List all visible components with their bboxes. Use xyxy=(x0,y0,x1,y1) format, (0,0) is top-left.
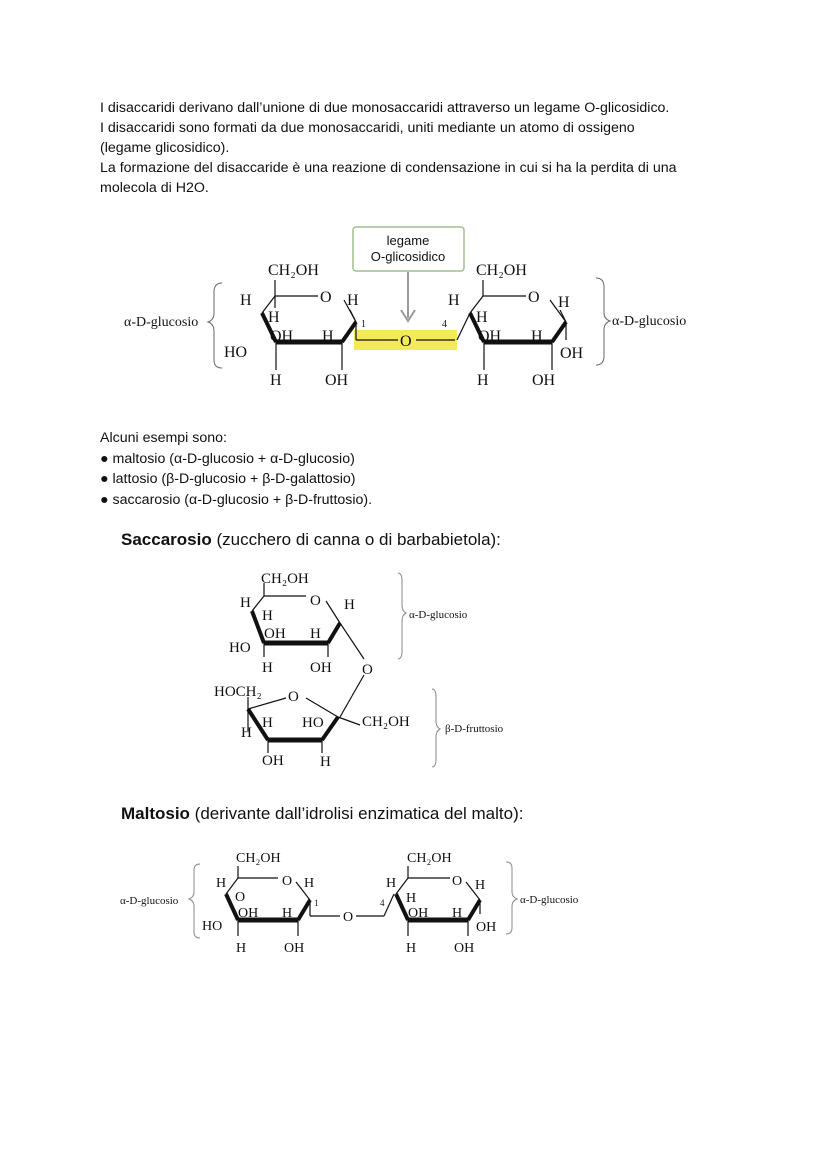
maltosio-heading xyxy=(121,804,523,824)
left-h-c1: H xyxy=(347,292,359,309)
malt-right-h-c2: H xyxy=(452,906,463,921)
left-oh-bottom: OH xyxy=(325,372,349,389)
right-ring-o: O xyxy=(528,289,540,306)
malt-right-h-bottom: H xyxy=(406,941,417,956)
maltosio-subtitle: (derivante dall’idrolisi enzimatica del malto): xyxy=(189,804,524,823)
callout-line-1: legame xyxy=(386,233,430,248)
bridge-o: O xyxy=(400,333,412,350)
malt-left-ch2oh: CH₂OH xyxy=(236,851,281,866)
list-item: ● maltosio (α-D-glucosio + α-D-glucosio) xyxy=(100,450,355,467)
figure-maltosio xyxy=(0,840,828,970)
figure-glycosidic-bond xyxy=(0,0,828,400)
right-oh-inner: OH xyxy=(478,328,502,345)
malt-right-ring-o: O xyxy=(452,874,463,889)
sacc-oh-inner: OH xyxy=(264,626,286,642)
left-oh-inner: OH xyxy=(270,328,294,345)
right-ring xyxy=(457,280,566,370)
sacc-h-bottom: H xyxy=(262,660,273,676)
malt-left-label: α-D-glucosio xyxy=(120,895,179,907)
malt-left-h-c2: H xyxy=(282,906,293,921)
malt-right-h-c1: H xyxy=(475,878,486,893)
right-oh-c1: OH xyxy=(560,345,584,362)
right-brace xyxy=(596,278,610,365)
malt-left-ring-o: O xyxy=(282,874,293,889)
malt-right-h-inner: H xyxy=(406,891,417,906)
example-lattosio: lattosio (β-D-glucosio + β-D-galattosio) xyxy=(112,471,356,487)
sacc-fructose-label: β-D-fruttosio xyxy=(445,723,504,735)
sacc-glucose-label: α-D-glucosio xyxy=(409,609,468,621)
malt-left-h-c4: H xyxy=(216,876,227,891)
malt-c4-number: 4 xyxy=(380,898,385,908)
left-ho: HO xyxy=(224,344,248,361)
sacc-h-c2: H xyxy=(310,626,321,642)
sacc-fruct-ch2oh: CH₂OH xyxy=(362,714,410,730)
malt-right-ch2oh: CH₂OH xyxy=(407,851,452,866)
malt-right-label: α-D-glucosio xyxy=(520,894,579,906)
sacc-fruct-h-inner: H xyxy=(262,715,273,731)
sacc-fruct-h-bottom: H xyxy=(320,754,331,770)
intro-line-4: La formazione del disaccaride è una reazione di condensazione in cui si ha la perdita di una xyxy=(100,160,677,176)
right-glucose-label: α-D-glucosio xyxy=(612,314,687,329)
left-c1-number: 1 xyxy=(361,319,366,330)
sacc-ring-o: O xyxy=(310,593,321,609)
right-ch2oh: CH₂OH xyxy=(476,262,527,279)
malt-right-oh-inner: OH xyxy=(408,906,429,921)
malt-left-h-bottom: H xyxy=(236,941,247,956)
left-h-bottom: H xyxy=(270,372,282,389)
saccarosio-heading xyxy=(121,530,501,550)
sacc-fruct-oh-bottom: OH xyxy=(262,753,284,769)
right-h-c4: H xyxy=(448,292,460,309)
sacc-glucose-brace xyxy=(398,573,406,659)
malt-left-o-inner: O xyxy=(235,890,246,905)
intro-line-1: I disaccaridi derivano dall’unione di due monosaccaridi attraverso un legame O-glicosidico. xyxy=(100,100,670,116)
list-item: ● saccarosio (α-D-glucosio + β-D-fruttosio). xyxy=(100,491,373,508)
right-h-c2: H xyxy=(531,328,543,345)
malt-left-ho: HO xyxy=(202,919,223,934)
sacc-fructose-brace xyxy=(432,689,440,767)
intro-line-3: (legame glicosidico). xyxy=(100,140,230,156)
left-h-inner: H xyxy=(268,309,280,326)
sacc-ho: HO xyxy=(229,640,251,656)
malt-right-oh-c1: OH xyxy=(476,920,497,935)
example-saccarosio: saccarosio (α-D-glucosio + β-D-fruttosio). xyxy=(112,491,373,508)
maltosio-title: Maltosio xyxy=(121,804,190,823)
left-h-c4: H xyxy=(240,292,252,309)
saccarosio-subtitle: (zucchero di canna o di barbabietola): xyxy=(211,530,501,549)
sacc-hoch2: HOCH₂ xyxy=(214,684,262,700)
right-h-c1: H xyxy=(558,294,570,311)
right-c4-number: 4 xyxy=(442,319,447,330)
sacc-fruct-ho: HO xyxy=(302,715,324,731)
saccarosio-title: Saccarosio xyxy=(121,530,212,549)
sacc-h-c4: H xyxy=(240,595,251,611)
sacc-fruct-h-c5: H xyxy=(241,725,252,741)
sacc-bridge-o: O xyxy=(362,662,373,678)
intro-line-2: I disaccaridi sono formati da due monosaccaridi, uniti mediante un atomo di ossigeno xyxy=(100,120,635,136)
example-maltosio: maltosio (α-D-glucosio + α-D-glucosio) xyxy=(112,450,355,467)
malt-right-h-c4: H xyxy=(386,876,397,891)
malt-left-oh-inner: OH xyxy=(238,906,259,921)
left-ch2oh: CH₂OH xyxy=(268,262,319,279)
malt-c1-number: 1 xyxy=(314,898,319,908)
sacc-oh-bottom: OH xyxy=(310,660,332,676)
malt-right-brace xyxy=(506,862,517,934)
figure-saccarosio xyxy=(0,565,828,795)
list-item: ● lattosio (β-D-glucosio + β-D-galattosio) xyxy=(100,471,356,487)
intro-line-5: molecola di H2O. xyxy=(100,180,209,196)
malt-left-oh-bottom: OH xyxy=(284,941,305,956)
malt-left-h-c1: H xyxy=(304,876,315,891)
right-oh-bottom: OH xyxy=(532,372,556,389)
examples-list xyxy=(100,428,372,510)
right-h-bottom: H xyxy=(477,372,489,389)
examples-intro: Alcuni esempi sono: xyxy=(100,430,227,446)
left-ring-o: O xyxy=(320,289,332,306)
callout-line-2: O-glicosidico xyxy=(370,249,446,264)
left-brace xyxy=(208,283,222,368)
left-glucose-label: α-D-glucosio xyxy=(124,315,199,330)
sacc-h-c1: H xyxy=(344,597,355,613)
sacc-h-inner: H xyxy=(262,608,273,624)
malt-left-brace xyxy=(189,864,200,938)
left-h-c2: H xyxy=(322,328,334,345)
sacc-ch2oh: CH₂OH xyxy=(261,571,309,587)
malt-right-oh-bottom: OH xyxy=(454,941,475,956)
sacc-fruct-ring-o: O xyxy=(288,689,299,705)
right-h-inner: H xyxy=(476,309,488,326)
malt-bridge-o: O xyxy=(343,910,354,925)
